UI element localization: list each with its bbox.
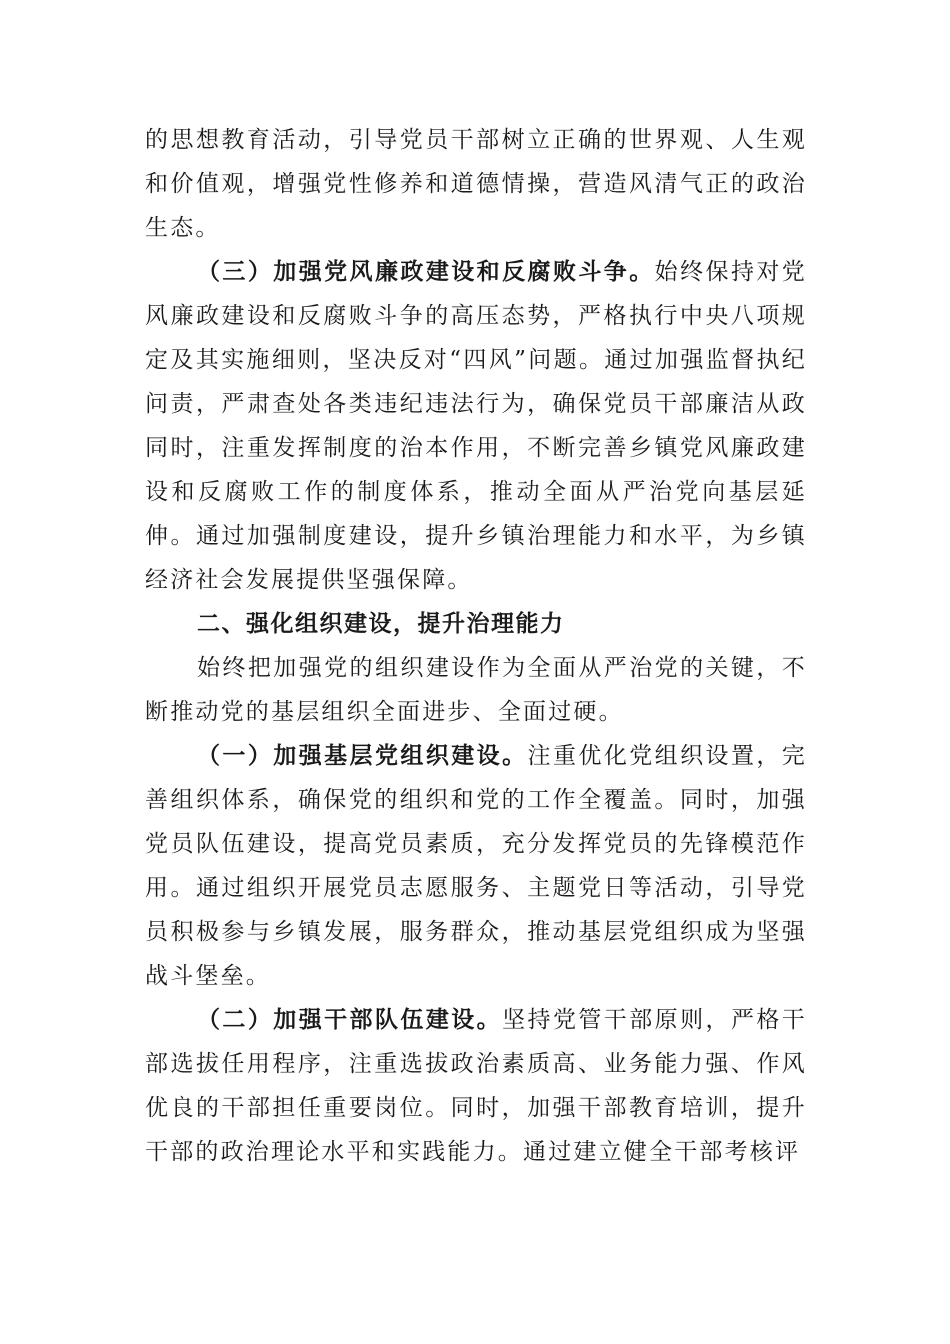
paragraph-text: 的思想教育活动，引导党员干部树立正确的世界观、人生观和价值观，增强党性修养和道德情操，营造风清气正的政治生态。 [145,127,807,241]
subsection-heading: （一）加强基层党组织建设。 [197,742,528,769]
paragraph-subsection-2 [145,998,807,1174]
subsection-heading: （二）加强干部队伍建设。 [197,1006,503,1033]
section-heading: 二、强化组织建设，提升治理能力 [197,611,565,637]
paragraph-text: 坚持党管干部原则，严格干部选拔任用程序，注重选拔政治素质高、业务能力强、作风优良的干部担任重要岗位。同时，加强干部教育培训，提升干部的政治理论水平和实践能力。通过建立健全干部考核评 [145,1007,807,1165]
paragraph-subsection-3 [145,250,807,602]
paragraph-subsection-1 [145,734,807,998]
document-body [145,118,807,1174]
subsection-heading: （三）加强党风廉政建设和反腐败斗争。 [197,258,655,285]
section-intro: 始终把加强党的组织建设作为全面从严治党的关键，不断推动党的基层组织全面进步、全面过硬。 [145,655,807,725]
paragraph-text: 始终保持对党风廉政建设和反腐败斗争的高压态势，严格执行中央八项规定及其实施细则，坚决反对“四风”问题。通过加强监督执纪问责，严肃查处各类违纪违法行为，确保党员干部廉洁从政同时，注重发挥制度的治本作用，不断完善乡镇党风廉政建设和反腐败工作的制度体系，推动全面从严治党向基层延伸。通过加强制度建设，提升乡镇治理能力和水平，为乡镇经济社会发展提供坚强保障。 [145,259,807,593]
paragraph-continued [145,118,807,250]
paragraph-text: 注重优化党组织设置，完善组织体系，确保党的组织和党的工作全覆盖。同时，加强党员队伍建设，提高党员素质，充分发挥党员的先锋模范作用。通过组织开展党员志愿服务、主题党日等活动，引导党员积极参与乡镇发展，服务群众，推动基层党组织成为坚强战斗堡垒。 [145,743,808,989]
